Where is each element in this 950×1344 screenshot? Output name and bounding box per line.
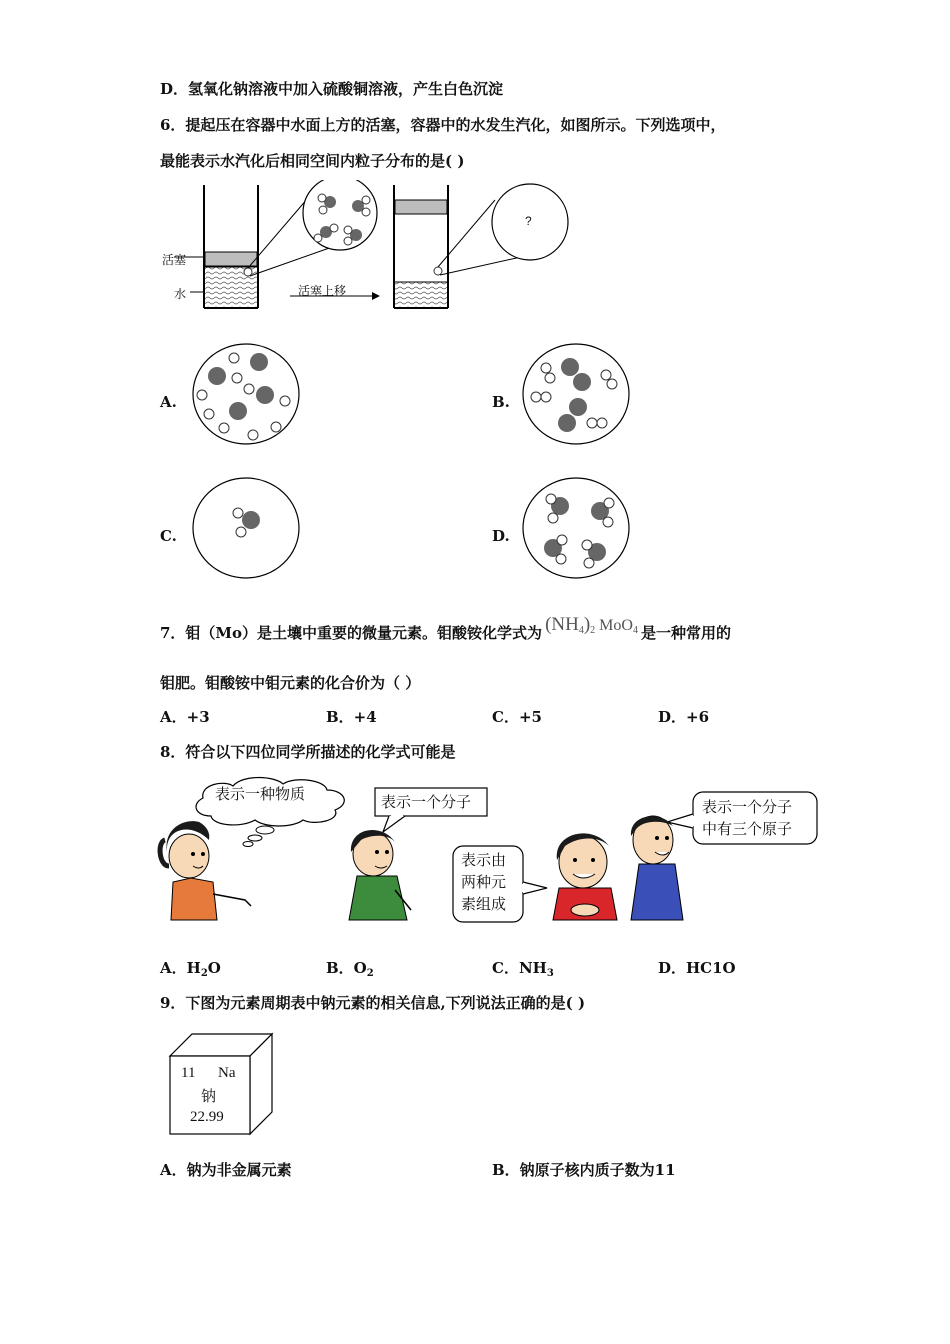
bubble-two-elements — [461, 849, 506, 915]
container-before — [174, 185, 258, 308]
student-boy-red — [553, 833, 617, 920]
q8-option-b-prefix: B．O — [326, 959, 367, 977]
q8-options — [160, 957, 840, 979]
q8-option-a-prefix: A．H — [160, 959, 201, 977]
q7-stem-after: 是一种常用的 — [640, 624, 731, 642]
q7-stem-line1 — [160, 614, 731, 644]
element-atomic-mass: 22.99 — [190, 1109, 224, 1125]
element-atomic-number: 11 — [181, 1065, 196, 1081]
element-symbol: Na — [218, 1065, 236, 1081]
q8-option-a-sub: 2 — [200, 968, 208, 979]
q7-stem-line2: 钼肥。钼酸铵中钼元素的化合价为（ ） — [160, 674, 421, 692]
container-after — [394, 185, 448, 308]
q8-option-b — [326, 957, 492, 979]
q8-option-c — [492, 957, 658, 979]
q6-option-d-label: D. — [492, 527, 510, 545]
q8-option-a-suffix: O — [207, 959, 221, 977]
q8-option-c-prefix: C．NH — [492, 959, 547, 977]
q8-option-a — [160, 957, 326, 979]
student-girl — [160, 821, 251, 920]
bubble-3-line3: 素组成 — [461, 895, 507, 913]
q8-option-c-sub: 3 — [546, 968, 554, 979]
q6-piston-figure — [150, 180, 590, 320]
bubble-3-line1: 表示由 — [461, 851, 507, 869]
q6-stem-line1: 6．提起压在容器中水面上方的活塞，容器中的水发生汽化，如图所示。下列选项中， — [160, 116, 726, 134]
q6-option-c-label: C. — [160, 527, 177, 545]
water-label: 水 — [174, 287, 187, 301]
student-boy-blue — [631, 816, 683, 920]
q7-option-c: C．+5 — [492, 708, 542, 726]
formula-left-paren: (NH — [545, 614, 579, 635]
q7-options — [160, 706, 840, 727]
bubble-three-atoms — [702, 796, 792, 840]
formula-sub-4a: 4 — [578, 625, 584, 636]
q8-stem: 8．符合以下四位同学所描述的化学式可能是 — [160, 743, 456, 761]
question-mark: ? — [525, 214, 532, 228]
q8-option-d: D．HC1O — [658, 959, 736, 977]
formula-sub-4b: 4 — [632, 625, 638, 636]
arrow-label: 活塞上移 — [298, 284, 347, 298]
formula-sub-2: 2 — [590, 625, 596, 636]
q7-option-d: D．+6 — [658, 708, 710, 726]
q7-option-a: A．+3 — [160, 708, 210, 726]
q6-stem-line2: 最能表示水汽化后相同空间内粒子分布的是( ) — [160, 152, 465, 170]
q5-option-d: D．氢氧化钠溶液中加入硫酸铜溶液，产生白色沉淀 — [160, 80, 504, 98]
q9-option-b: B．钠原子核内质子数为11 — [492, 1161, 676, 1179]
q6-option-c-diagram — [190, 476, 302, 580]
bubble-4-line2: 中有三个原子 — [702, 820, 793, 838]
bubble-3-line2: 两种元 — [461, 873, 507, 891]
formula-moo: MoO — [599, 617, 633, 634]
q7-stem-before: 7．钼（Mo）是土壤中重要的微量元素。钼酸铵化学式为 — [160, 624, 543, 642]
bubble-one-molecule: 表示一个分子 — [381, 793, 472, 811]
bubble-one-substance: 表示一种物质 — [215, 785, 306, 803]
q6-option-b-label: B. — [492, 393, 510, 411]
q6-option-a-diagram — [190, 342, 302, 446]
q6-option-d-diagram — [520, 476, 632, 580]
piston-label: 活塞 — [162, 253, 187, 267]
q9-stem: 9．下图为元素周期表中钠元素的相关信息,下列说法正确的是( ) — [160, 994, 586, 1012]
ammonium-molybdate-formula — [545, 614, 638, 636]
q7-option-b: B．+4 — [326, 708, 377, 726]
piston-2 — [395, 200, 447, 214]
piston-1 — [205, 252, 257, 266]
q6-option-a-label: A. — [160, 393, 177, 411]
water-2 — [395, 282, 447, 307]
student-boy-green — [349, 830, 411, 920]
element-name: 钠 — [201, 1087, 217, 1105]
bubble-4-line1: 表示一个分子 — [702, 798, 793, 816]
q6-option-b-diagram — [520, 342, 632, 446]
q9-option-a: A．钠为非金属元素 — [160, 1161, 292, 1179]
formula-right-paren: ) — [583, 614, 591, 635]
q8-option-b-sub: 2 — [366, 968, 374, 979]
